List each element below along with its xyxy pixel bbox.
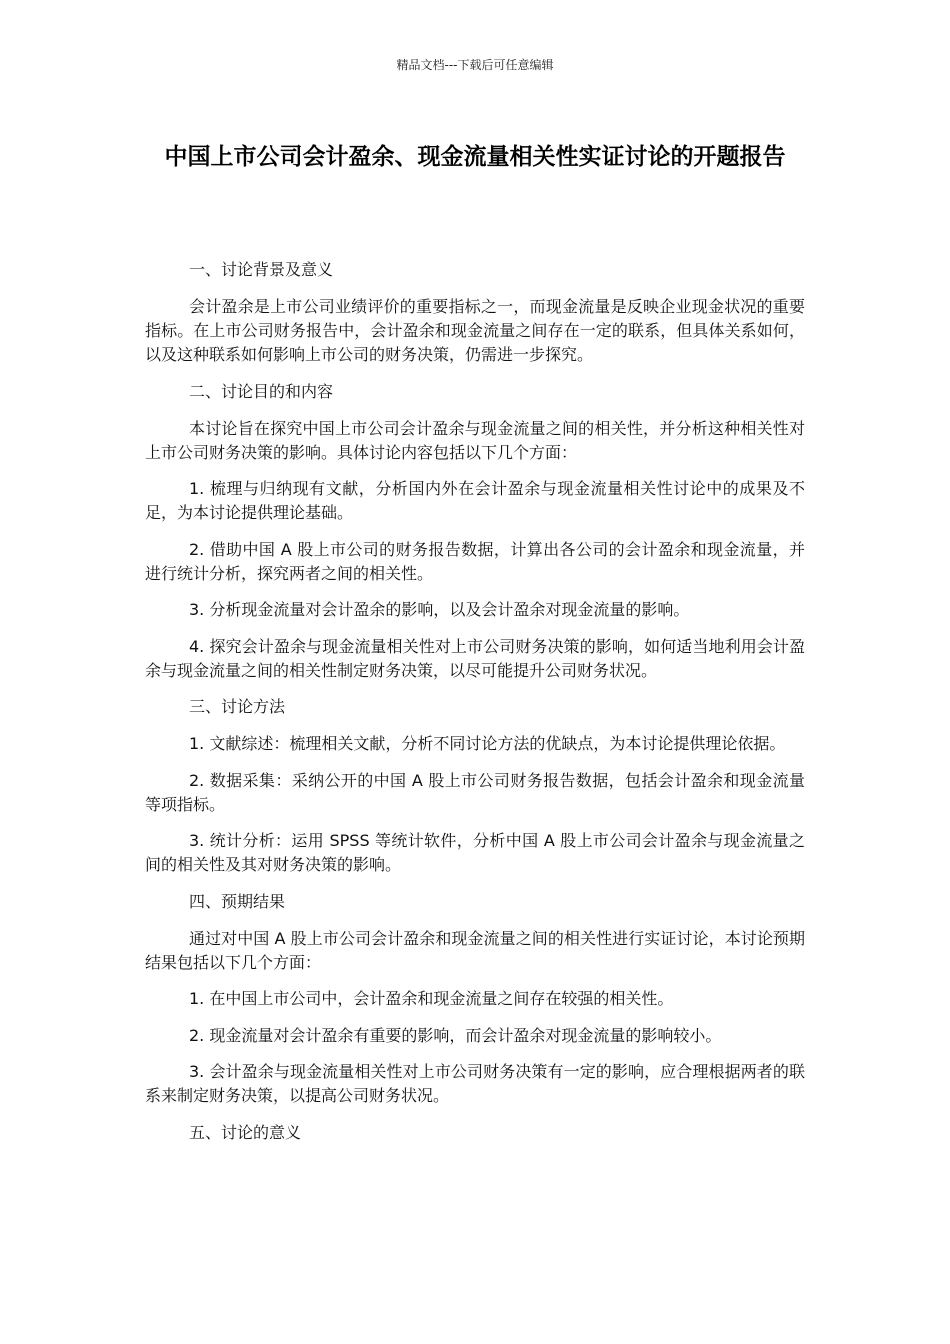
list-item-result-3: 3. 会计盈余与现金流量相关性对上市公司财务决策有一定的影响，应合理根据两者的联系来制定财务决策，以提高公司财务状况。 (145, 1062, 805, 1105)
list-item-purpose-4: 4. 探究会计盈余与现金流量相关性对上市公司财务决策的影响，如何适当地利用会计盈余与现金流量之间的相关性制定财务决策，以尽可能提升公司财务状况。 (145, 636, 805, 680)
list-item-purpose-3: 3. 分析现金流量对会计盈余的影响，以及会计盈余对现金流量的影响。 (189, 600, 690, 619)
document-title: 中国上市公司会计盈余、现金流量相关性实证讨论的开题报告 (164, 144, 786, 170)
list-item-result-1: 1. 在中国上市公司中，会计盈余和现金流量之间存在较强的相关性。 (189, 989, 674, 1008)
section-heading-significance: 五、讨论的意义 (189, 1122, 302, 1142)
list-item-method-2: 2. 数据采集：采纳公开的中国 A 股上市公司财务报告数据，包括会计盈余和现金流量等项指标。 (145, 770, 805, 814)
header-note: 精品文档---下载后可任意编辑 (396, 58, 554, 72)
list-item-purpose-1: 1. 梳理与归纳现有文献，分析国内外在会计盈余与现金流量相关性讨论中的成果及不足，为本讨论提供理论基础。 (145, 479, 805, 522)
paragraph-background: 会计盈余是上市公司业绩评价的重要指标之一，而现金流量是反映企业现金状况的重要指标。在上市公司财务报告中，会计盈余和现金流量之间存在一定的联系，但具体关系如何，以及这种联系如何影响上市公司的财务决策，仍需进一步探究。 (145, 297, 805, 364)
paragraph-expected-results: 通过对中国 A 股上市公司会计盈余和现金流量之间的相关性进行实证讨论，本讨论预期结果包括以下几个方面： (145, 928, 805, 972)
section-heading-methods: 三、讨论方法 (189, 697, 286, 716)
section-heading-expected-results: 四、预期结果 (189, 891, 286, 911)
list-item-method-1: 1. 文献综述：梳理相关文献，分析不同讨论方法的优缺点，为本讨论提供理论依据。 (189, 734, 786, 753)
section-heading-background: 一、讨论背景及意义 (189, 260, 334, 279)
section-heading-purpose: 二、讨论目的和内容 (189, 381, 334, 401)
document-body (145, 258, 805, 1158)
list-item-method-3: 3. 统计分析：运用 SPSS 等统计软件，分析中国 A 股上市公司会计盈余与现金流量之间的相关性及其对财务决策的影响。 (145, 831, 805, 874)
paragraph-purpose: 本讨论旨在探究中国上市公司会计盈余与现金流量之间的相关性，并分析这种相关性对上市公司财务决策的影响。具体讨论内容包括以下几个方面： (145, 418, 805, 462)
list-item-purpose-2: 2. 借助中国 A 股上市公司的财务报告数据，计算出各公司的会计盈余和现金流量，并进行统计分析，探究两者之间的相关性。 (145, 539, 805, 583)
list-item-result-2: 2. 现金流量对会计盈余有重要的影响，而会计盈余对现金流量的影响较小。 (189, 1025, 722, 1045)
